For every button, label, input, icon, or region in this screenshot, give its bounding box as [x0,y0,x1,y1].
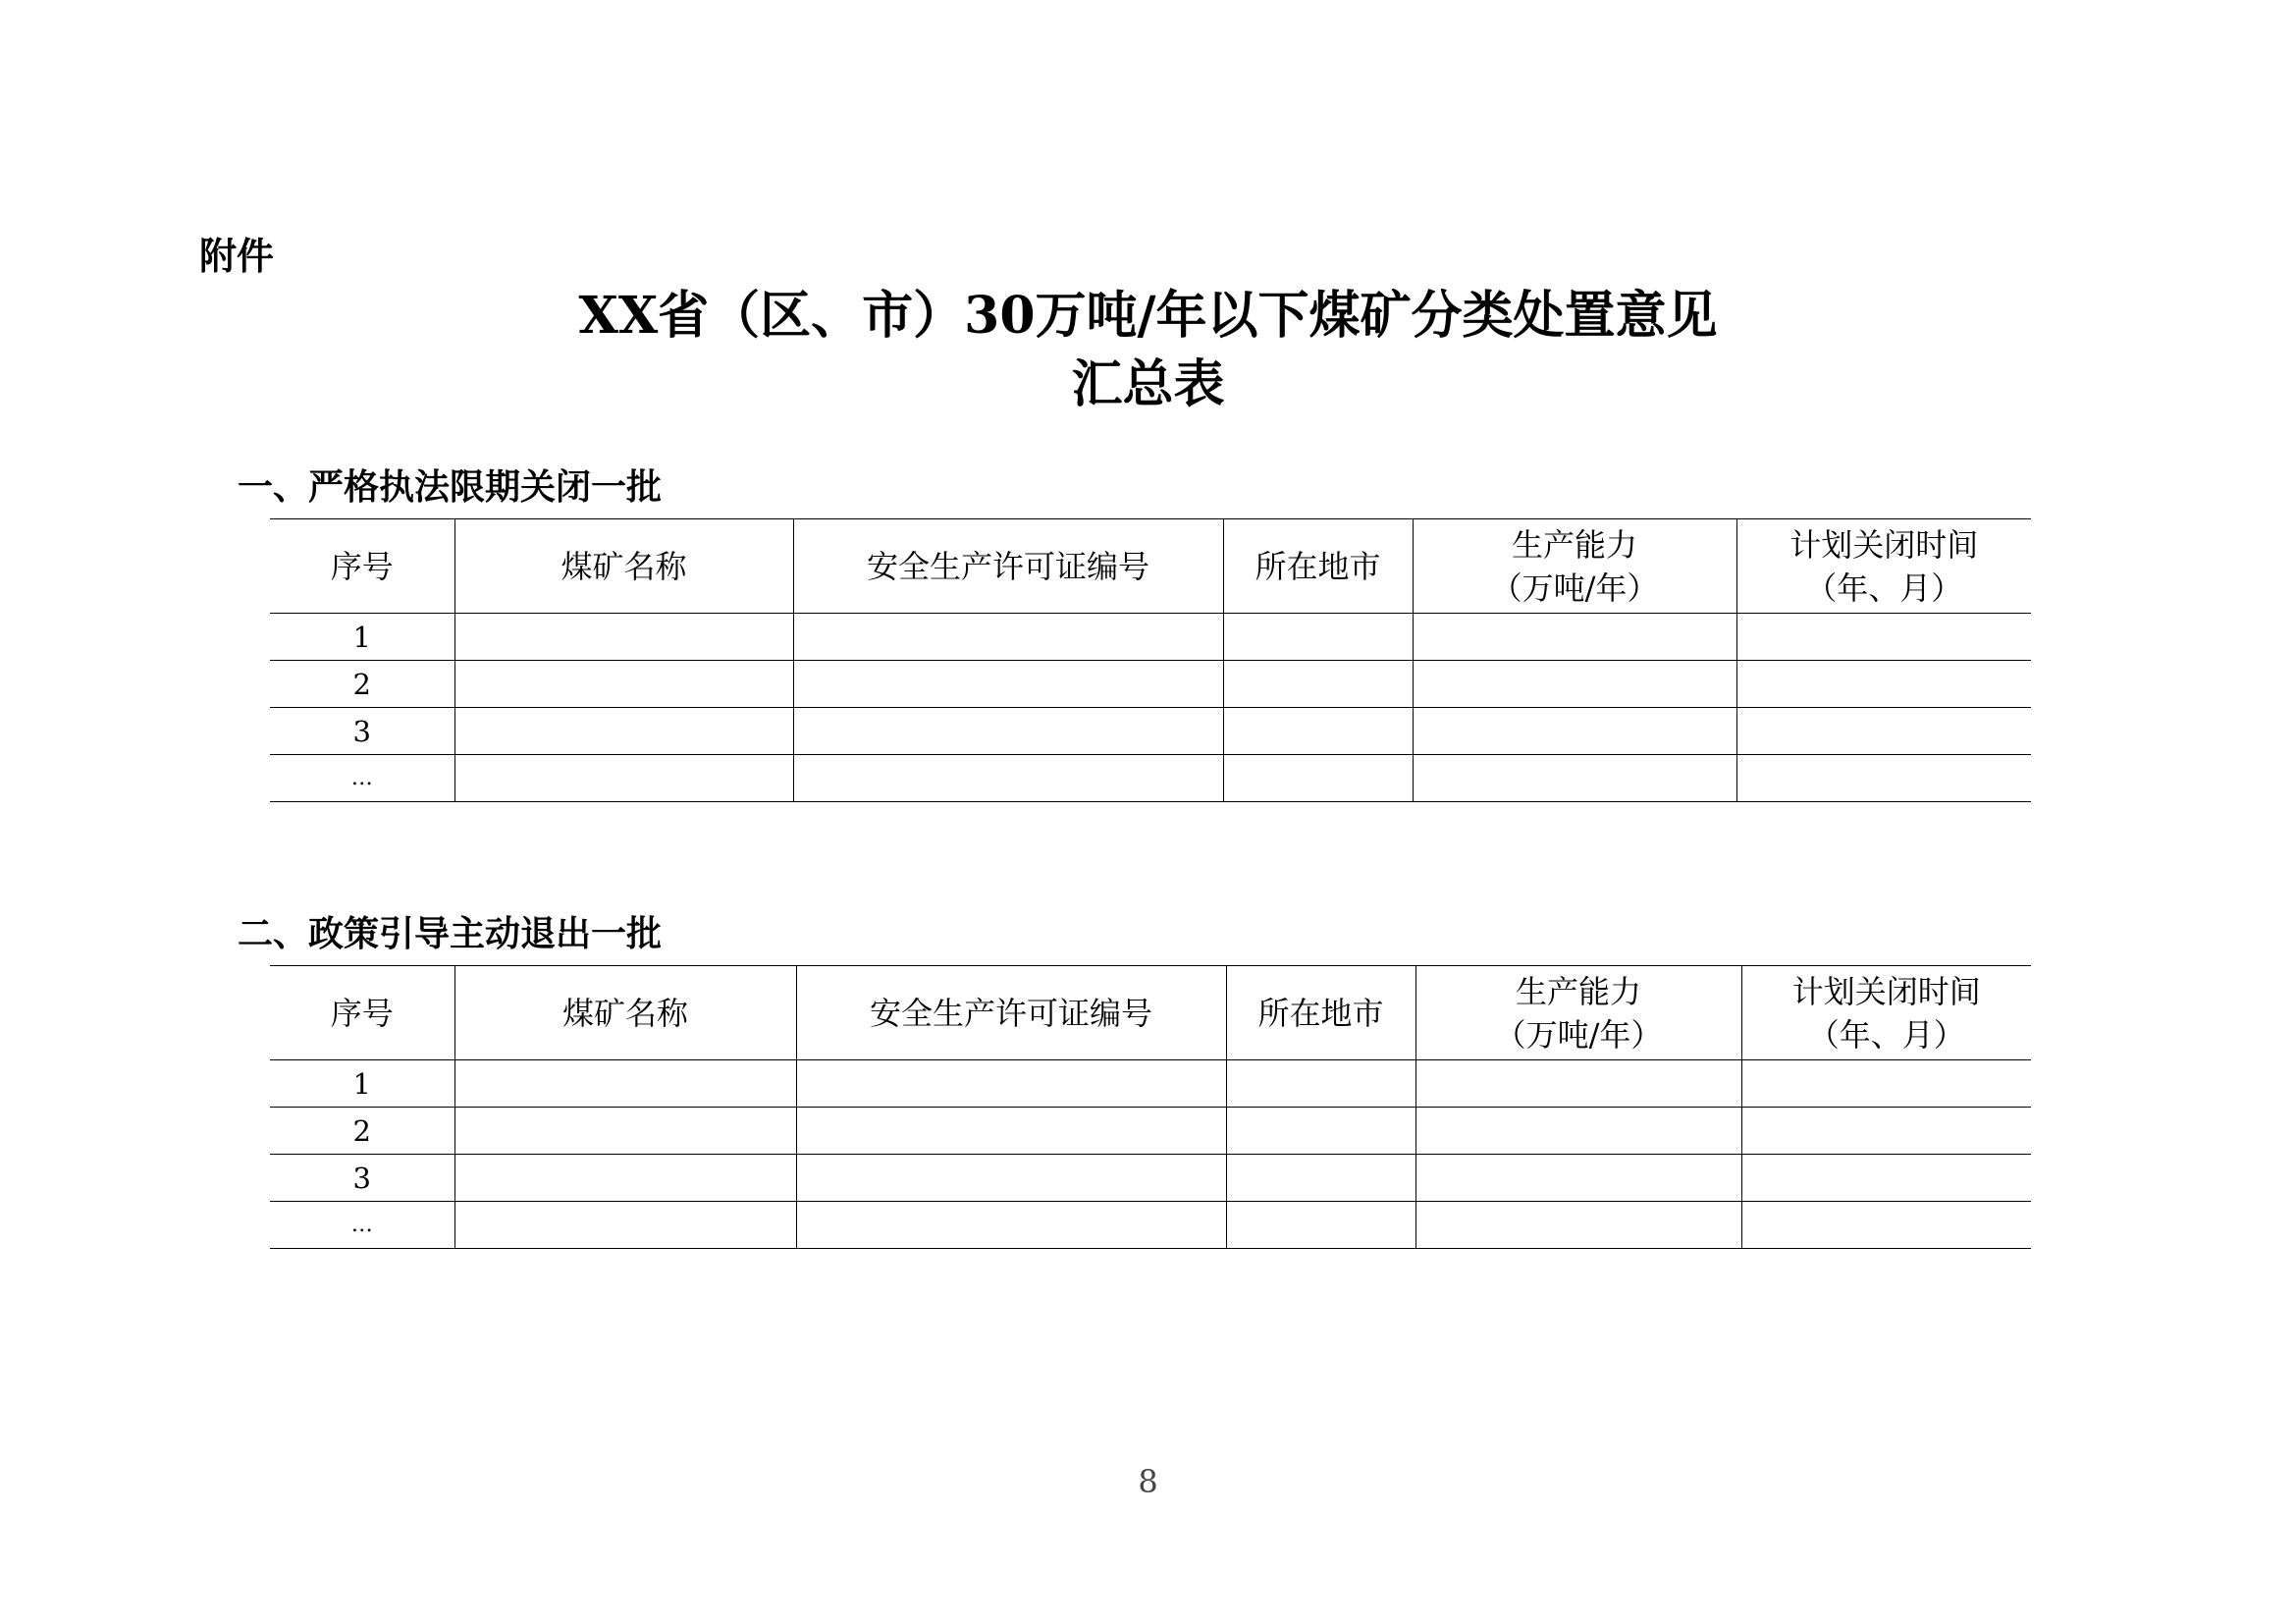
serial-cell: 1 [270,614,454,661]
section-heading-2: 二、政策引导主动退出一批 [238,914,663,954]
header-cell-serial: 序号 [270,966,454,1060]
empty-cell [1741,1155,2031,1202]
closure-table-1 [270,518,2031,802]
empty-cell [796,1108,1226,1155]
serial-cell: 3 [270,1155,454,1202]
table-row [270,661,2031,708]
empty-cell [1415,1060,1741,1108]
table-row [270,708,2031,755]
empty-cell [1413,708,1736,755]
header-cell-license-no: 安全生产许可证编号 [793,519,1223,614]
empty-cell [454,614,793,661]
empty-cell [1413,661,1736,708]
header-cell-capacity: 生产能力 （万吨/年） [1413,519,1736,614]
empty-cell [1741,1108,2031,1155]
empty-cell [796,1060,1226,1108]
serial-cell: … [270,1202,454,1249]
document-title-line2: 汇总表 [1071,354,1225,414]
table-row [270,1060,2031,1108]
serial-cell: 3 [270,708,454,755]
empty-cell [1223,708,1413,755]
document-title-line1: XX省（区、市）30万吨/年以下煤矿分类处置意见 [578,286,1718,346]
empty-cell [796,1155,1226,1202]
header-cell-license-no: 安全生产许可证编号 [796,966,1226,1060]
empty-cell [1741,1202,2031,1249]
empty-cell [793,755,1223,802]
empty-cell [793,708,1223,755]
page-number: 8 [1138,1463,1158,1500]
empty-cell [454,1202,796,1249]
empty-cell [454,1060,796,1108]
serial-cell: 2 [270,661,454,708]
empty-cell [796,1202,1226,1249]
empty-cell [454,708,793,755]
empty-cell [1226,1155,1415,1202]
header-cell-mine-name: 煤矿名称 [454,966,796,1060]
empty-cell [1415,1155,1741,1202]
empty-cell [1226,1060,1415,1108]
empty-cell [1413,614,1736,661]
closure-table-2 [270,965,2031,1249]
empty-cell [1736,755,2031,802]
empty-cell [1226,1108,1415,1155]
empty-cell [1415,1108,1741,1155]
empty-cell [1223,614,1413,661]
table-row [270,755,2031,802]
header-cell-capacity: 生产能力 （万吨/年） [1415,966,1741,1060]
empty-cell [1741,1060,2031,1108]
empty-cell [1415,1202,1741,1249]
table-header-row [270,966,2031,1060]
empty-cell [1226,1202,1415,1249]
empty-cell [1223,755,1413,802]
serial-cell: 2 [270,1108,454,1155]
header-cell-mine-name: 煤矿名称 [454,519,793,614]
empty-cell [454,1108,796,1155]
header-cell-close-time: 计划关闭时间 （年、月） [1736,519,2031,614]
table-header-row [270,519,2031,614]
table-row [270,1202,2031,1249]
empty-cell [1736,661,2031,708]
empty-cell [1736,708,2031,755]
empty-cell [454,755,793,802]
empty-cell [793,614,1223,661]
header-cell-close-time: 计划关闭时间 （年、月） [1741,966,2031,1060]
header-cell-city: 所在地市 [1226,966,1415,1060]
section-heading-1: 一、严格执法限期关闭一批 [238,467,663,508]
table-row [270,614,2031,661]
table-row [270,1155,2031,1202]
empty-cell [454,661,793,708]
empty-cell [1413,755,1736,802]
serial-cell: … [270,755,454,802]
header-cell-city: 所在地市 [1223,519,1413,614]
serial-cell: 1 [270,1060,454,1108]
table-row [270,1108,2031,1155]
empty-cell [454,1155,796,1202]
empty-cell [1223,661,1413,708]
attachment-label: 附件 [199,235,275,278]
empty-cell [793,661,1223,708]
header-cell-serial: 序号 [270,519,454,614]
empty-cell [1736,614,2031,661]
